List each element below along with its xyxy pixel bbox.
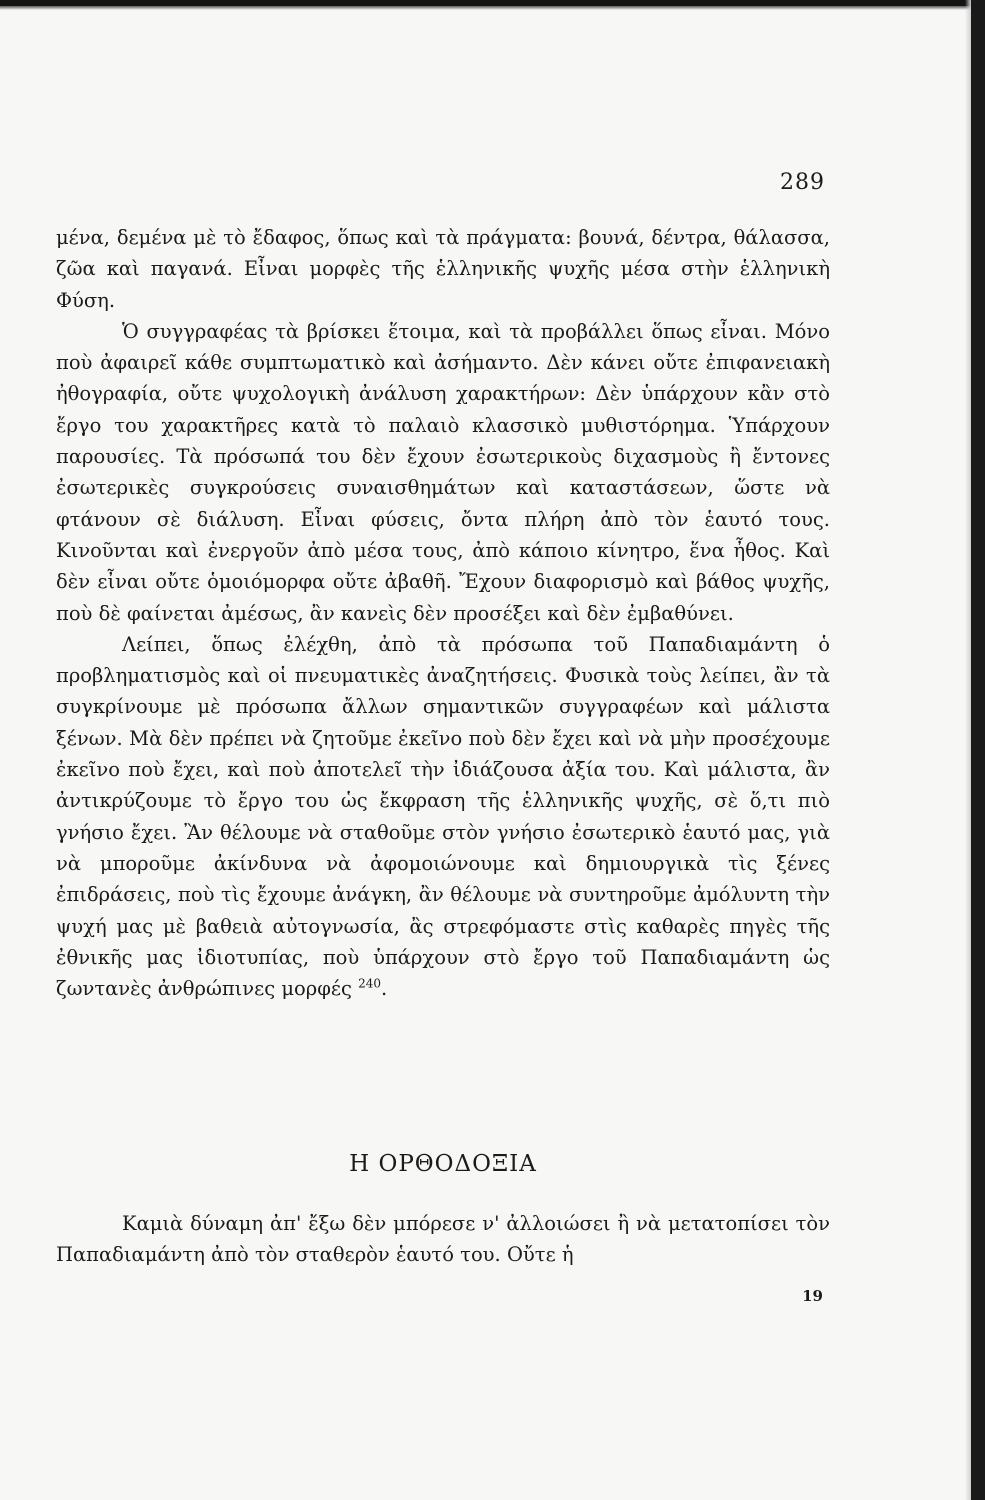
paragraph-continuation: μένα, δεμένα μὲ τὸ ἔδαφος, ὅπως καὶ τὰ πράγματα: βουνά, δέντρα, θάλασσα, ζῶα καὶ παγανά. Εἶναι μορφὲς τῆς ἑλληνικῆς ψυχῆς μέσα στὴν ἑλληνικὴ Φύση.: [56, 226, 830, 312]
footnote-reference[interactable]: 240: [358, 976, 382, 991]
body-text: [56, 222, 830, 1004]
paragraph-lacks-problematics: [56, 629, 830, 1005]
scan-right-border: [971, 0, 985, 1500]
section-body-text: [56, 1208, 830, 1271]
paragraph-author-presents: Ὁ συγγραφέας τὰ βρίσκει ἕτοιμα, καὶ τὰ προβάλλει ὅπως εἶναι. Μόνο ποὺ ἀφαιρεῖ κάθε συμπτωματικὸ καὶ ἀσήμαντο. Δὲν κάνει οὔτε ἐπιφανειακὴ ἠθογραφία, οὔτε ψυχολογικὴ ἀνάλυση χαρακτήρων: Δὲν ὑπάρχουν κἂν στὸ ἔργο του χαρακτῆρες κατὰ τὸ παλαιὸ κλασσικὸ μυθιστόρημα. Ὑπάρχουν παρουσίες. Τὰ πρόσωπά του δὲν ἔχουν ἐσωτερικοὺς διχασμοὺς ἢ ἔντονες ἐσωτερικὲς συγκρούσεις συναισθημάτων καὶ καταστάσεων, ὥστε νὰ φτάνουν σὲ διάλυση. Εἶναι φύσεις, ὄντα πλήρη ἀπὸ τὸν ἑαυτό τους. Κινοῦνται καὶ ἐνεργοῦν ἀπὸ μέσα τους, ἀπὸ κάποιο κίνητρο, ἕνα ἦθος. Καὶ δὲν εἶναι οὔτε ὁμοιόμορφα οὔτε ἀβαθῆ. Ἔχουν διαφορισμὸ καὶ βάθος ψυχῆς, ποὺ δὲ φαίνεται ἀμέσως, ἂν κανεὶς δὲν προσέξει καὶ δὲν ἐμβαθύνει.: [56, 319, 830, 625]
scan-top-shadow: [0, 6, 985, 10]
printer-signature-mark: 19: [802, 1287, 823, 1305]
page-number: 289: [780, 170, 825, 195]
section-heading: Η ΟΡΘΟΔΟΞΙΑ: [349, 1151, 537, 1177]
section-paragraph: Καμιὰ δύναμη ἀπ' ἔξω δὲν μπόρεσε ν' ἀλλοιώσει ἢ νὰ μετατοπίσει τὸν Παπαδιαμάντη ἀπὸ τὸν σταθερὸν ἑαυτό του. Οὔτε ἡ: [56, 1212, 830, 1267]
paragraph-text: Λείπει, ὅπως ἐλέχθη, ἀπὸ τὰ πρόσωπα τοῦ Παπαδιαμάντη ὁ προβληματισμὸς καὶ οἱ πνευματικὲς ἀναζητήσεις. Φυσικὰ τοὺς λείπει, ἂν τὰ συγκρίνουμε μὲ πρόσωπα ἄλλων σημαντικῶν συγγραφέων καὶ μάλιστα ξένων. Μὰ δὲν πρέπει νὰ ζητοῦμε ἐκεῖνο ποὺ δὲν ἔχει καὶ νὰ μὴν προσέχουμε ἐκεῖνο ποὺ ἔχει, καὶ ποὺ ἀποτελεῖ τὴν ἰδιάζουσα ἀξία του. Καὶ μάλιστα, ἂν ἀντικρύζουμε τὸ ἔργο του ὡς ἔκφραση τῆς ἑλληνικῆς ψυχῆς, σὲ ὅ,τι πιὸ γνήσιο ἔχει. Ἂν θέλουμε νὰ σταθοῦμε στὸν γνήσιο ἐσωτερικὸ ἑαυτό μας, γιὰ νὰ μποροῦμε ἀκίνδυνα νὰ ἀφομοιώνουμε καὶ δημιουργικὰ τὶς ξένες ἐπιδράσεις, ποὺ τὶς ἔχουμε ἀνάγκη, ἂν θέλουμε νὰ συντηροῦμε ἀμόλυντη τὴν ψυχή μας μὲ βαθειὰ αὐτογνωσία, ἂς στρεφόμαστε στὶς καθαρὲς πηγὲς τῆς ἐθνικῆς μας ἰδιοτυπίας, ποὺ ὑπάρχουν στὸ ἔργο τοῦ Παπαδιαμάντη ὡς ζωντανὲς ἀνθρώπινες μορφές: [56, 632, 830, 1001]
paragraph-end-punctuation: .: [381, 977, 388, 1001]
